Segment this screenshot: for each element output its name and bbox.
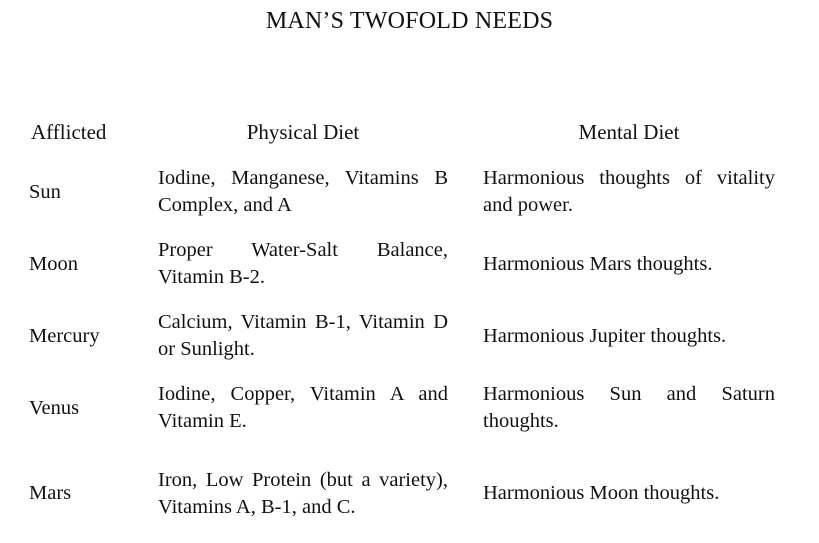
planet-cell: Sun <box>29 180 61 203</box>
planet-cell: Mercury <box>29 324 100 347</box>
table-row <box>0 309 819 363</box>
physical-diet-cell: Iron, Low Protein (but a variety), Vitamins A, B-1, and C. <box>158 468 448 518</box>
header-mental-diet: Mental Diet <box>578 120 680 144</box>
mental-diet-cell: Harmonious Jupiter thoughts. <box>483 324 727 347</box>
physical-diet-cell: Proper Water-Salt Balance, Vitamin B-2. <box>158 239 448 288</box>
table-row <box>0 165 819 219</box>
page-title: MAN’S TWOFOLD NEEDS <box>265 8 554 34</box>
header-afflicted: Afflicted <box>31 120 107 144</box>
planet-cell: Venus <box>29 396 80 419</box>
mental-diet-cell: Harmonious Sun and Saturn thoughts. <box>483 383 775 432</box>
physical-diet-cell: Iodine, Manganese, Vitamins B Complex, and A <box>158 167 448 216</box>
table-row <box>0 453 819 534</box>
planet-cell: Mars <box>29 482 72 504</box>
header-physical-diet: Physical Diet <box>246 120 360 144</box>
table-row <box>0 381 819 435</box>
mental-diet-cell: Harmonious thoughts of vitality and power. <box>483 167 775 216</box>
physical-diet-cell: Iodine, Copper, Vitamin A and Vitamin E. <box>158 383 448 432</box>
planet-cell: Moon <box>29 252 78 275</box>
mental-diet-cell: Harmonious Mars thoughts. <box>483 252 713 275</box>
mental-diet-cell: Harmonious Moon thoughts. <box>483 482 720 504</box>
physical-diet-cell: Calcium, Vitamin B-1, Vitamin D or Sunlight. <box>158 311 448 360</box>
table-row <box>0 237 819 291</box>
